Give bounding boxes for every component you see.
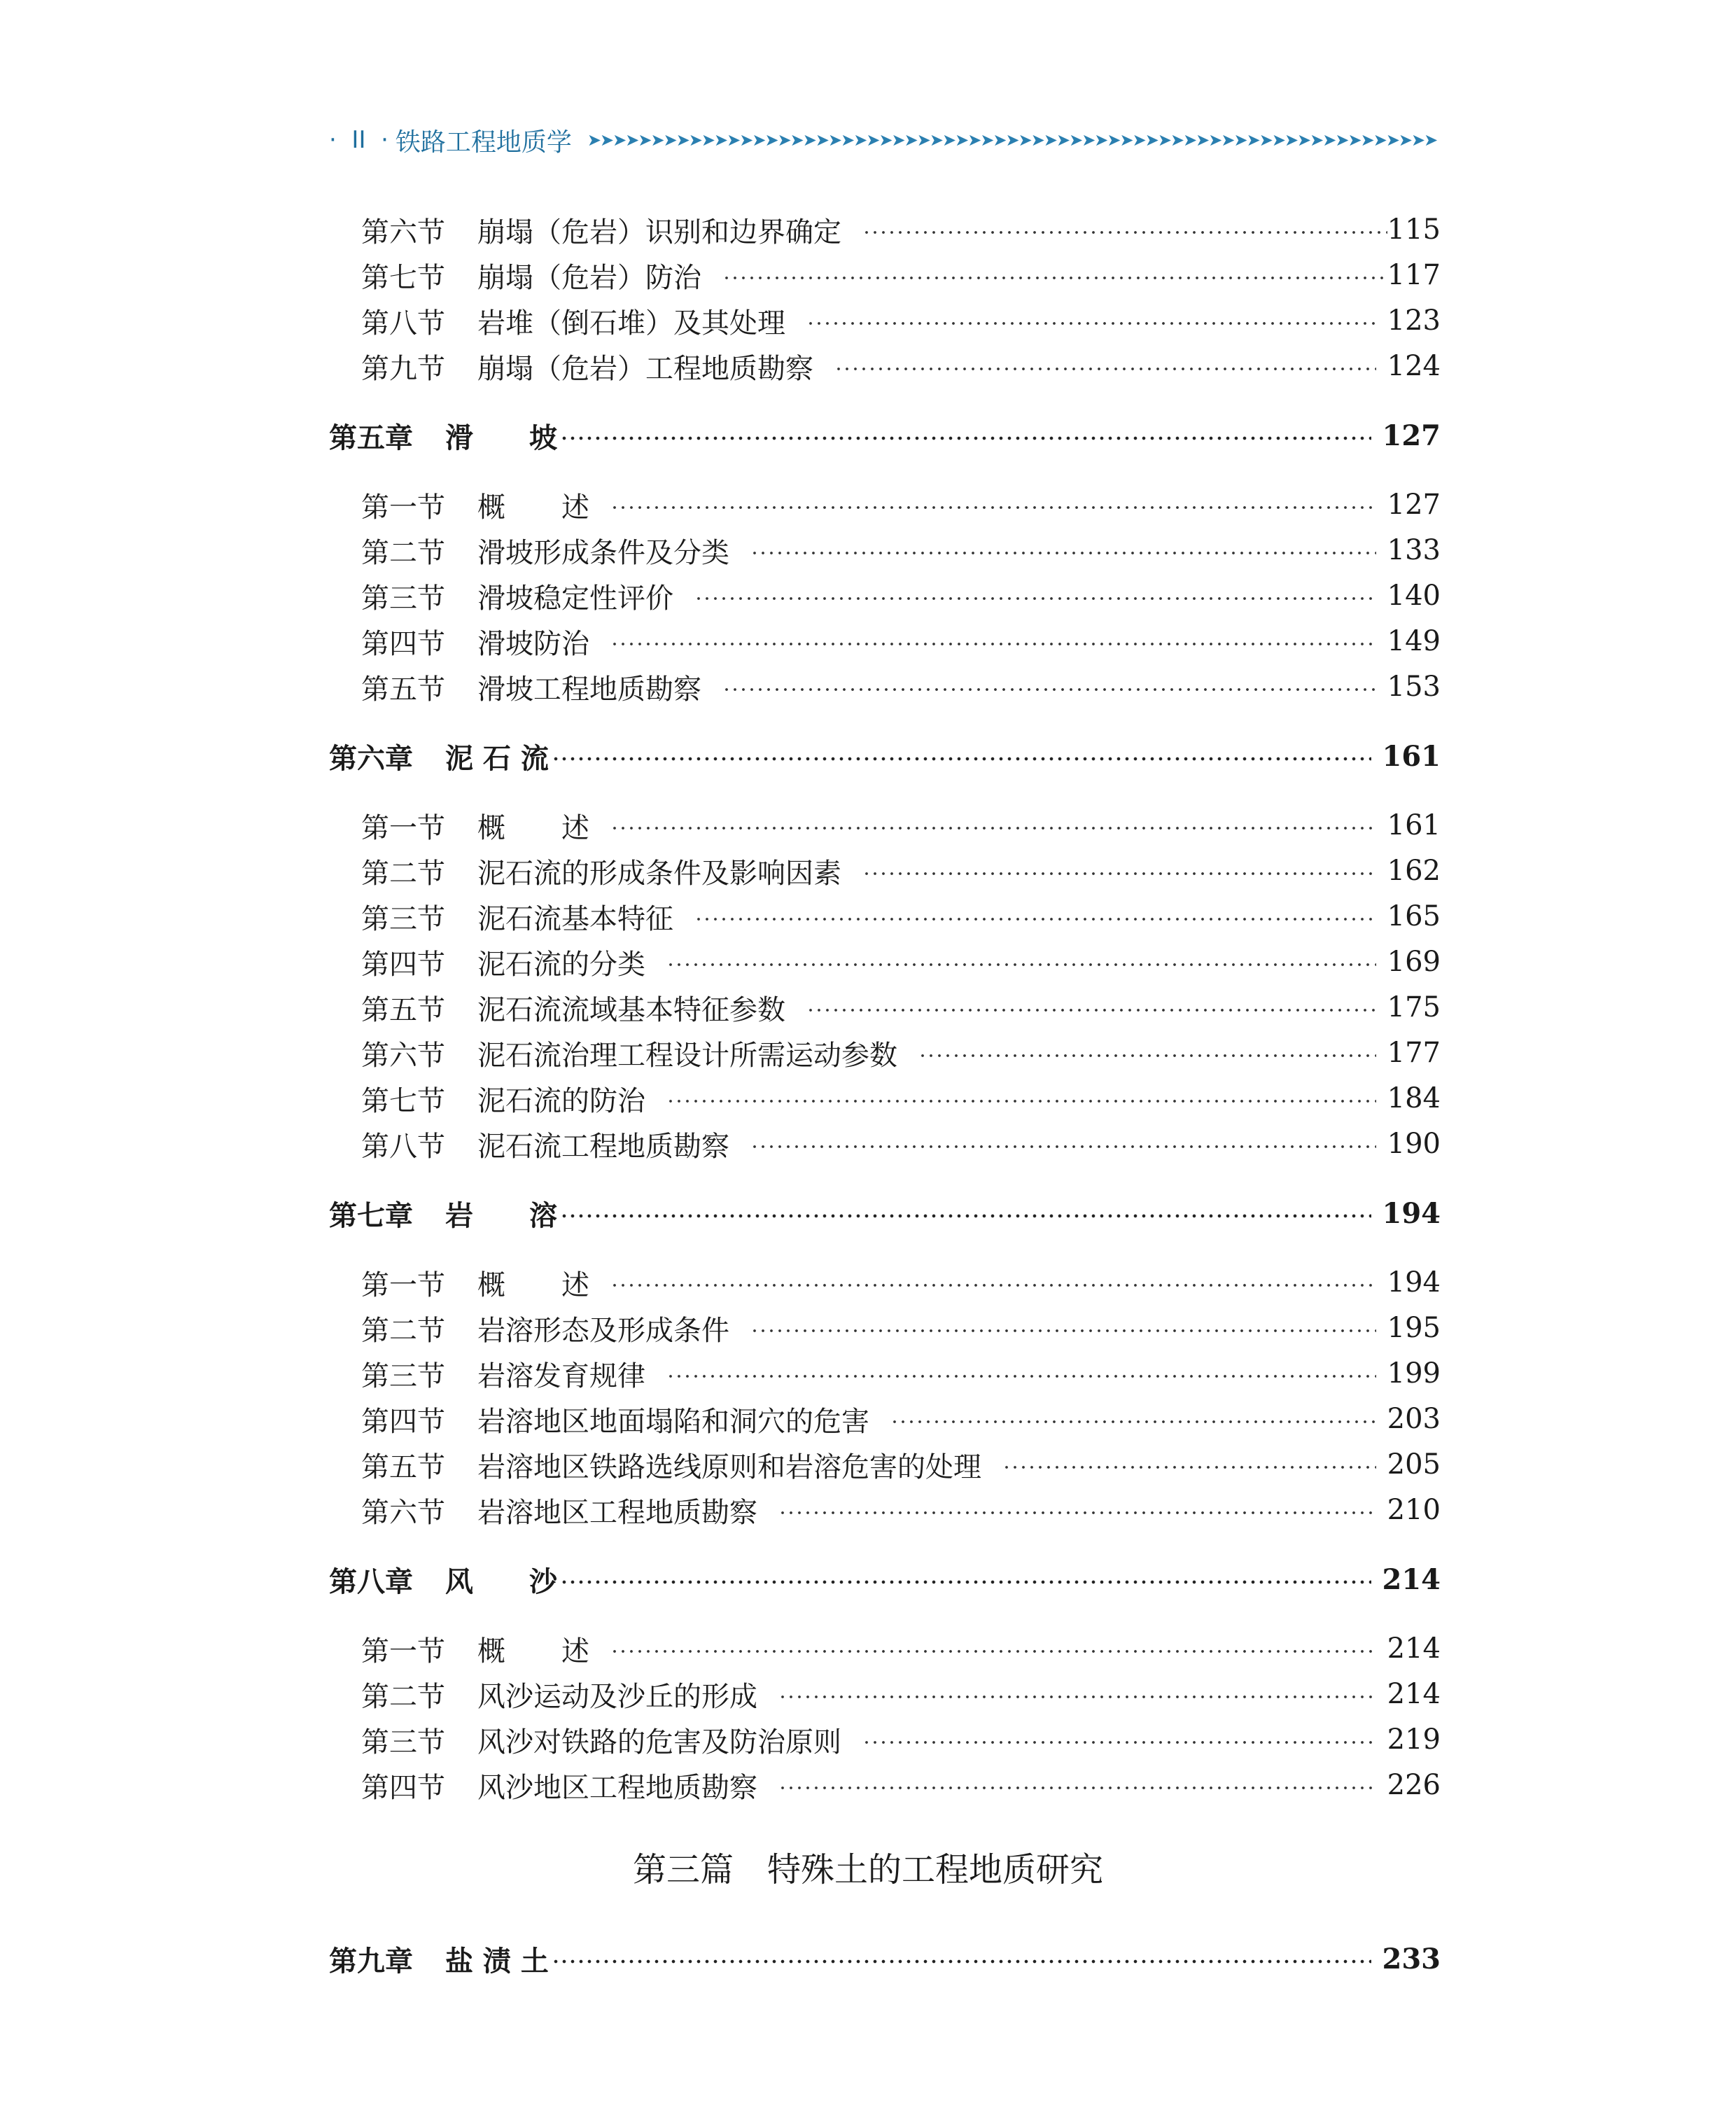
page-ref: 123 [1387, 305, 1441, 337]
section-label: 第四节 [361, 627, 445, 660]
toc-section-entry[interactable] [361, 850, 1441, 892]
dot-leader [806, 1008, 1376, 1012]
page-ref: 205 [1387, 1448, 1441, 1481]
page-ref: 127 [1382, 419, 1441, 452]
section-title: 崩塌（危岩）识别和边界确定 [477, 216, 841, 249]
toc-section-entry[interactable] [361, 300, 1441, 342]
section-title: 概 述 [477, 811, 589, 844]
dot-leader [862, 1740, 1376, 1744]
toc-section-entry[interactable] [361, 1719, 1441, 1761]
dot-leader [834, 367, 1376, 371]
section-label: 第四节 [361, 948, 445, 981]
toc-section-entry[interactable] [361, 1628, 1441, 1670]
section-label: 第二节 [361, 536, 445, 569]
page-ref: 214 [1387, 1678, 1441, 1710]
toc-section-entry[interactable] [361, 1307, 1441, 1349]
section-title: 泥石流的形成条件及影响因素 [477, 857, 841, 890]
section-label: 第三节 [361, 582, 445, 615]
section-title: 泥石流工程地质勘察 [477, 1130, 729, 1163]
section-title: 岩溶发育规律 [477, 1359, 645, 1392]
toc-section-entry[interactable] [361, 1032, 1441, 1074]
page-ref: 162 [1387, 855, 1441, 887]
section-label: 第三节 [361, 1726, 445, 1758]
page-ref: 133 [1387, 534, 1441, 566]
page-ref: 169 [1387, 946, 1441, 978]
page-ref: 199 [1387, 1357, 1441, 1390]
section-label: 第五节 [361, 993, 445, 1026]
section-label: 第一节 [361, 1635, 445, 1667]
section-label: 第八节 [361, 307, 445, 340]
toc-section-entry[interactable] [361, 345, 1441, 387]
section-title: 泥石流的防治 [477, 1084, 645, 1117]
section-label: 第六节 [361, 1496, 445, 1529]
dot-leader [750, 1145, 1376, 1149]
page-ref: 117 [1387, 259, 1441, 291]
part-heading: 第三篇 特殊土的工程地质研究 [632, 1850, 1103, 1889]
page-ref: 149 [1387, 625, 1441, 657]
toc-chapter-entry[interactable] [329, 1938, 1441, 1980]
section-label: 第九节 [361, 352, 445, 385]
toc-section-entry[interactable] [361, 620, 1441, 662]
chapter-title: 滑 坡 [445, 421, 557, 454]
section-title: 泥石流治理工程设计所需运动参数 [477, 1039, 897, 1072]
toc-chapter-entry[interactable] [329, 1558, 1441, 1600]
chapter-title: 风 沙 [445, 1565, 557, 1598]
section-label: 第二节 [361, 857, 445, 890]
section-label: 第三节 [361, 1359, 445, 1392]
page-number: · II · [329, 126, 388, 154]
section-title: 崩塌（危岩）防治 [477, 261, 701, 294]
chapter-label: 第八章 [329, 1565, 413, 1598]
section-title: 岩溶地区地面塌陷和洞穴的危害 [477, 1405, 869, 1438]
dot-leader [560, 1580, 1371, 1584]
dot-leader [722, 687, 1376, 692]
dot-leader [610, 1649, 1376, 1653]
page-ref: 161 [1382, 739, 1441, 773]
chapter-label: 第六章 [329, 741, 413, 775]
toc-section-entry[interactable] [361, 1764, 1441, 1806]
section-title: 风沙地区工程地质勘察 [477, 1771, 757, 1804]
dot-leader [610, 505, 1376, 510]
toc-section-entry[interactable] [361, 1123, 1441, 1165]
dot-leader [750, 1329, 1376, 1333]
section-label: 第一节 [361, 491, 445, 524]
chapter-title: 泥 石 流 [445, 741, 549, 775]
toc-section-entry[interactable] [361, 254, 1441, 296]
dot-leader [918, 1054, 1376, 1058]
section-label: 第二节 [361, 1314, 445, 1347]
dot-leader [862, 872, 1376, 876]
section-label: 第三节 [361, 902, 445, 935]
section-title: 崩塌（危岩）工程地质勘察 [477, 352, 813, 385]
section-label: 第四节 [361, 1771, 445, 1804]
page-ref: 210 [1387, 1494, 1441, 1526]
dot-leader [694, 596, 1376, 601]
section-title: 泥石流流域基本特征参数 [477, 993, 785, 1026]
section-title: 滑坡稳定性评价 [477, 582, 673, 615]
toc-section-entry[interactable] [361, 529, 1441, 571]
page-ref: 177 [1387, 1037, 1441, 1069]
dot-leader [890, 1420, 1376, 1424]
toc-section-entry[interactable] [361, 1077, 1441, 1119]
dot-leader [806, 321, 1376, 326]
section-title: 岩溶地区铁路选线原则和岩溶危害的处理 [477, 1450, 981, 1483]
dot-leader [666, 1099, 1376, 1103]
section-title: 泥石流的分类 [477, 948, 645, 981]
toc-section-entry[interactable] [361, 1443, 1441, 1485]
dot-leader [552, 1959, 1371, 1964]
page-ref: 203 [1387, 1403, 1441, 1435]
section-label: 第七节 [361, 1084, 445, 1117]
page-ref: 195 [1387, 1312, 1441, 1344]
section-label: 第七节 [361, 261, 445, 294]
page-ref: 153 [1387, 671, 1441, 703]
page-ref: 226 [1387, 1769, 1441, 1801]
toc-section-entry[interactable] [361, 1398, 1441, 1440]
section-title: 风沙对铁路的危害及防治原则 [477, 1726, 841, 1758]
page-ref: 165 [1387, 900, 1441, 932]
section-title: 滑坡防治 [477, 627, 589, 660]
chapter-label: 第七章 [329, 1198, 413, 1232]
section-title: 泥石流基本特征 [477, 902, 673, 935]
dot-leader [560, 1214, 1371, 1218]
section-title: 岩溶地区工程地质勘察 [477, 1496, 757, 1529]
book-title: 铁路工程地质学 [395, 127, 572, 157]
toc-section-entry[interactable] [361, 941, 1441, 983]
toc-section-entry[interactable] [361, 484, 1441, 526]
toc-chapter-entry[interactable] [329, 735, 1441, 777]
section-title: 概 述 [477, 1268, 589, 1301]
toc-section-entry[interactable] [361, 209, 1441, 251]
page-ref: 233 [1382, 1942, 1441, 1975]
page-ref: 219 [1387, 1723, 1441, 1756]
dot-leader [778, 1511, 1376, 1515]
toc-section-entry[interactable] [361, 804, 1441, 846]
toc-section-entry[interactable] [361, 1673, 1441, 1715]
dot-leader [722, 276, 1387, 280]
page-ref: 124 [1387, 350, 1441, 382]
dot-leader [666, 1374, 1376, 1378]
section-label: 第八节 [361, 1130, 445, 1163]
dot-leader [1002, 1465, 1376, 1469]
toc-section-entry[interactable] [361, 1352, 1441, 1394]
section-title: 概 述 [477, 1635, 589, 1667]
page-ref: 214 [1382, 1562, 1441, 1596]
page-ref: 214 [1387, 1632, 1441, 1665]
dot-leader [694, 917, 1376, 921]
toc-section-entry[interactable] [361, 666, 1441, 708]
section-label: 第四节 [361, 1405, 445, 1438]
chapter-title: 盐 渍 土 [445, 1944, 549, 1978]
toc-section-entry[interactable] [361, 575, 1441, 617]
page-ref: 127 [1387, 489, 1441, 521]
dot-leader [552, 757, 1371, 761]
section-title: 岩堆（倒石堆）及其处理 [477, 307, 785, 340]
chapter-title: 岩 溶 [445, 1198, 557, 1232]
dot-leader [778, 1695, 1376, 1699]
section-label: 第六节 [361, 216, 445, 249]
page-ref: 190 [1387, 1128, 1441, 1160]
dot-leader [560, 436, 1371, 440]
section-label: 第五节 [361, 673, 445, 706]
toc-section-entry[interactable] [361, 1261, 1441, 1303]
section-label: 第一节 [361, 811, 445, 844]
toc-chapter-entry[interactable] [329, 414, 1441, 456]
section-title: 滑坡工程地质勘察 [477, 673, 701, 706]
toc-section-entry[interactable] [361, 895, 1441, 937]
section-title: 岩溶形态及形成条件 [477, 1314, 729, 1347]
page-ref: 184 [1387, 1082, 1441, 1114]
section-label: 第一节 [361, 1268, 445, 1301]
section-title: 滑坡形成条件及分类 [477, 536, 729, 569]
header-arrow-rule: ➤➤➤➤➤➤➤➤➤➤➤➤➤➤➤➤➤➤➤➤➤➤➤➤➤➤➤➤➤➤➤➤➤➤➤➤➤➤➤➤➤➤➤➤➤➤➤➤➤➤➤➤➤➤➤➤➤➤➤➤➤➤➤➤➤➤➤ [587, 130, 1437, 150]
dot-leader [750, 551, 1376, 555]
section-label: 第六节 [361, 1039, 445, 1072]
toc-chapter-entry[interactable] [329, 1192, 1441, 1234]
section-label: 第二节 [361, 1680, 445, 1713]
dot-leader [610, 642, 1376, 646]
section-title: 风沙运动及沙丘的形成 [477, 1680, 757, 1713]
toc-section-entry[interactable] [361, 986, 1441, 1028]
page-ref: 115 [1387, 214, 1441, 246]
dot-leader [610, 1283, 1376, 1287]
dot-leader [862, 230, 1387, 235]
chapter-label: 第九章 [329, 1944, 413, 1978]
dot-leader [610, 826, 1376, 830]
dot-leader [666, 963, 1376, 967]
page-ref: 194 [1382, 1196, 1441, 1230]
page-ref: 140 [1387, 580, 1441, 612]
section-title: 概 述 [477, 491, 589, 524]
page-ref: 161 [1387, 809, 1441, 841]
dot-leader [778, 1786, 1376, 1790]
toc-section-entry[interactable] [361, 1489, 1441, 1531]
chapter-label: 第五章 [329, 421, 413, 454]
page-ref: 175 [1387, 991, 1441, 1023]
section-label: 第五节 [361, 1450, 445, 1483]
page-ref: 194 [1387, 1266, 1441, 1299]
